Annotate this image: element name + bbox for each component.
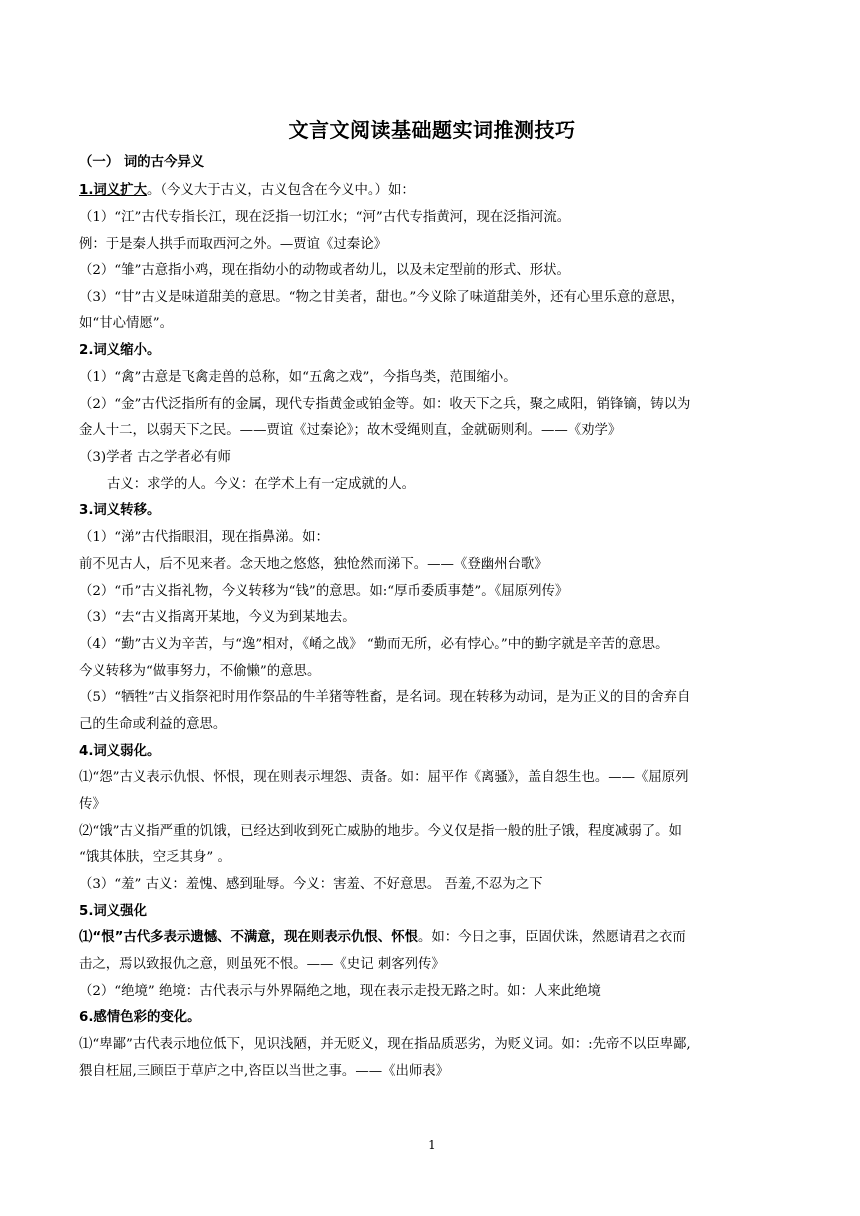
heading-3: 3.词义转移。 xyxy=(79,503,161,518)
paragraph-line: （1）“涕”古代指眼泪，现在指鼻涕。如： xyxy=(79,530,329,545)
document-title: 文言文阅读基础题实词推测技巧 xyxy=(288,118,576,142)
paragraph-line: （2）“金”古代泛指所有的金属，现代专指黄金或铂金等。如：收天下之兵，聚之咸阳，销锋镝，铸以为 xyxy=(79,397,691,412)
paragraph-line: 传》 xyxy=(79,797,106,812)
paragraph-line: 今义转移为“做事努力，不偷懒”的意思。 xyxy=(79,664,321,679)
paragraph-line: （2）“绝境” 绝境：古代表示与外界隔绝之地，现在表示走投无路之时。如：人来此绝境 xyxy=(79,984,601,999)
paragraph-line: （2）“雏”古意指小鸡，现在指幼小的动物或者幼儿，以及未定型前的形式、形状。 xyxy=(79,263,570,278)
paragraph-line: 古义：求学的人。今义：在学术上有一定成就的人。 xyxy=(107,477,415,492)
paragraph-line: （3)学者 古之学者必有师 xyxy=(79,450,231,465)
document-page xyxy=(79,0,785,1216)
bold-phrase: ⑴“恨”古代多表示遗憾、不满意，现在则表示仇恨、怀恨 xyxy=(79,930,418,945)
heading-1-label: 1.词义扩大 xyxy=(79,183,147,198)
paragraph-line: （3）“甘”古义是味道甜美的意思。“物之甘美者，甜也。”今义除了味道甜美外，还有心里乐意的意思， xyxy=(79,290,684,305)
paragraph-line: （1）“江”古代专指长江，现在泛指一切江水；“河”古代专指黄河，现在泛指河流。 xyxy=(79,210,571,225)
paragraph-line: 如“甘心情愿”。 xyxy=(79,316,174,331)
heading-2: 2.词义缩小。 xyxy=(79,343,161,358)
paragraph-line: （3）“去“古义指离开某地，今义为到某地去。 xyxy=(79,610,356,625)
section-heading: （一） 词的古今异义 xyxy=(79,155,205,170)
heading-6: 6.感情色彩的变化。 xyxy=(79,1010,201,1025)
heading-5: 5.词义强化 xyxy=(79,904,147,919)
paragraph-line: （5）“牺牲”古义指祭祀时用作祭品的牛羊猪等牲畜，是名词。现在转移为动词，是为正义的目的舍弃自 xyxy=(79,690,691,705)
paragraph-line: （4）“勤”古义为辛苦，与“逸”相对，《崤之战》 “勤而无所，必有悖心。”中的勤字就是辛苦的意思。 xyxy=(79,637,669,652)
paragraph-line: ⑴“怨”古义表示仇恨、怀恨，现在则表示埋怨、责备。如：屈平作《离骚》，盖自怨生也。——《屈原列 xyxy=(79,770,689,785)
paragraph-line: （1）“禽”古意是飞禽走兽的总称，如“五禽之戏”，今指鸟类，范围缩小。 xyxy=(79,370,517,385)
paragraph-line: “饿其体肤，空乏其身” 。 xyxy=(79,850,231,865)
paragraph-line: 金人十二，以弱天下之民。——贾谊《过秦论》；故木受绳则直，金就砺则利。——《劝学》 xyxy=(79,423,622,438)
paragraph-line: （3）“羞” 古义：羞愧、感到耻辱。今义：害羞、不好意思。 吾羞,不忍为之下 xyxy=(79,877,543,892)
paragraph-line: ⑵“饿”古义指严重的饥饿，已经达到收到死亡威胁的地步。今义仅是指一般的肚子饿，程度减弱了。如 xyxy=(79,824,682,839)
paragraph-line xyxy=(79,929,785,947)
paragraph-line: 例：于是秦人拱手而取西河之外。—贾谊《过秦论》 xyxy=(79,237,387,252)
paragraph-line: 猥自枉屈,三顾臣于草庐之中,咨臣以当世之事。——《出师表》 xyxy=(79,1064,450,1079)
paragraph-rest: 。如：今日之事，臣固伏诛，然愿请君之衣而 xyxy=(417,930,686,945)
paragraph-line: 前不见古人，后不见来者。念天地之悠悠，独怆然而涕下。——《登幽州台歌》 xyxy=(79,557,548,572)
page-number: 1 xyxy=(428,1138,436,1152)
heading-4: 4.词义弱化。 xyxy=(79,744,161,759)
paragraph-line: （2）“币”古义指礼物，今义转移为“钱”的意思。如:“厚币委质事楚”。《屈原列传》 xyxy=(79,584,569,599)
heading-1 xyxy=(79,182,785,200)
paragraph-line: 击之，焉以致报仇之意，则虽死不恨。——《史记 刺客列传》 xyxy=(79,957,445,972)
paragraph-line: 己的生命或利益的意思。 xyxy=(79,717,227,732)
heading-1-rest: 。（今义大于古义，古义包含在今义中。）如： xyxy=(146,183,415,198)
paragraph-line: ⑴“卑鄙”古代表示地位低下，见识浅陋，并无贬义，现在指品质恶劣，为贬义词。如：:先帝不以臣卑鄙, xyxy=(79,1037,691,1052)
